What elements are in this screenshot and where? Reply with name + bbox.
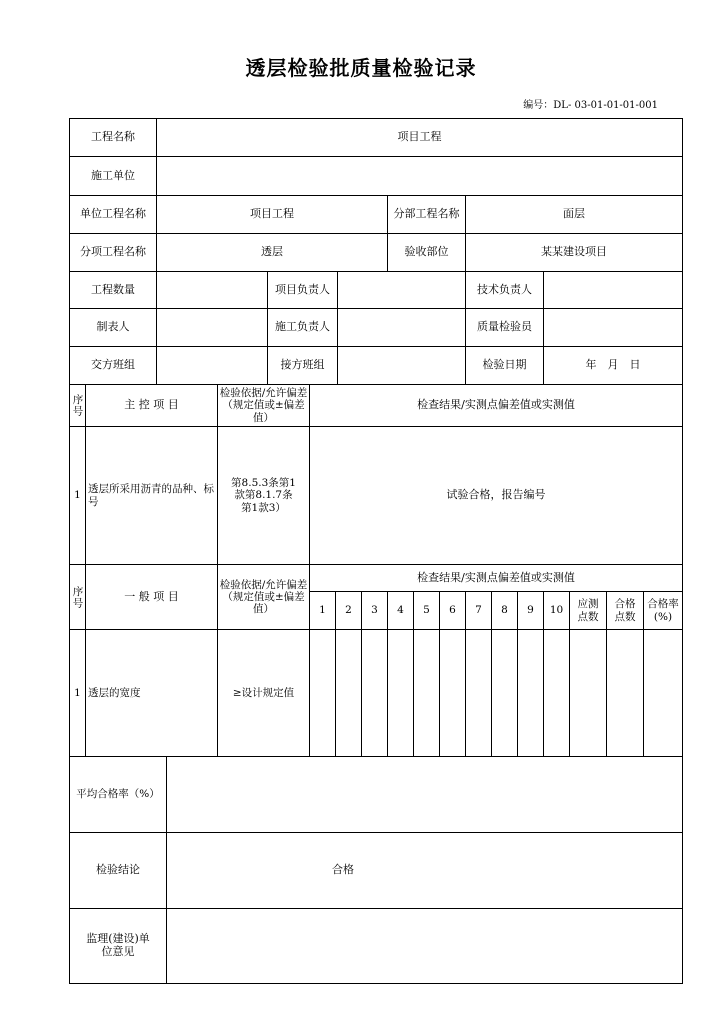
measure-cell-9[interactable]: [517, 629, 544, 757]
quantity-value[interactable]: [156, 271, 268, 309]
main-basis-header: 检验依据/允许偏差（规定值或±偏差值）: [217, 384, 310, 427]
average-pass-rate-label: 平均合格率（%）: [69, 756, 167, 833]
main-seq-header: 序号: [69, 384, 86, 427]
project-leader-label: 项目负责人: [267, 271, 338, 309]
main-row-item: 透层所采用沥青的品种、标号: [85, 426, 218, 565]
measure-cell-5[interactable]: [413, 629, 440, 757]
qualified-points-cell[interactable]: [606, 629, 644, 757]
preparer-value[interactable]: [156, 308, 268, 347]
pass-rate-header: 合格率(%): [643, 591, 683, 630]
conclusion-label: 检验结论: [69, 832, 167, 909]
construction-leader-value[interactable]: [337, 308, 466, 347]
document-title: 透层检验批质量检验记录: [245, 56, 477, 80]
point-header-10: 10: [543, 591, 570, 630]
inspection-date-label: 检验日期: [465, 346, 544, 385]
general-seq-header: 序号: [69, 564, 86, 630]
general-item-header: 一 般 项 目: [85, 564, 218, 630]
project-leader-value[interactable]: [337, 271, 466, 309]
main-row-basis: 第8.5.3条第1款第8.1.7条第1款3）: [217, 426, 310, 565]
document-number: 编号：DL- 03-01-01-01-001: [523, 100, 658, 111]
should-measure-cell[interactable]: [569, 629, 607, 757]
preparer-label: 制表人: [69, 308, 157, 347]
qualified-points-header: 合格点数: [606, 591, 644, 630]
project-name-value[interactable]: 项目工程: [156, 118, 683, 157]
quantity-label: 工程数量: [69, 271, 157, 309]
point-header-2: 2: [335, 591, 362, 630]
measure-cell-2[interactable]: [335, 629, 362, 757]
subitem-value[interactable]: 透层: [156, 233, 388, 272]
supervision-label: 监理(建设)单位意见: [69, 908, 167, 984]
main-result-header: 检查结果/实测点偏差值或实测值: [309, 384, 683, 427]
point-header-6: 6: [439, 591, 466, 630]
construction-unit-label: 施工单位: [69, 156, 157, 196]
general-row-item: 透层的宽度: [85, 629, 218, 757]
measure-cell-10[interactable]: [543, 629, 570, 757]
point-header-8: 8: [491, 591, 518, 630]
general-row-basis: ≥设计规定值: [217, 629, 310, 757]
receiving-team-label: 接方班组: [267, 346, 338, 385]
tech-leader-label: 技术负责人: [465, 271, 544, 309]
point-header-4: 4: [387, 591, 414, 630]
main-row-seq: 1: [69, 426, 86, 565]
main-row-result[interactable]: 试验合格，报告编号: [309, 426, 683, 565]
construction-leader-label: 施工负责人: [267, 308, 338, 347]
tech-leader-value[interactable]: [543, 271, 683, 309]
inspector-label: 质量检验员: [465, 308, 544, 347]
construction-unit-value[interactable]: [156, 156, 683, 196]
measure-cell-6[interactable]: [439, 629, 466, 757]
point-header-9: 9: [517, 591, 544, 630]
average-pass-rate-value[interactable]: [166, 756, 683, 833]
division-value[interactable]: 面层: [465, 195, 683, 234]
handover-team-label: 交方班组: [69, 346, 157, 385]
division-label: 分部工程名称: [387, 195, 466, 234]
handover-team-value[interactable]: [156, 346, 268, 385]
point-header-5: 5: [413, 591, 440, 630]
measure-cell-3[interactable]: [361, 629, 388, 757]
inspector-value[interactable]: [543, 308, 683, 347]
inspection-date-value[interactable]: 年 月 日: [543, 346, 683, 385]
unit-project-label: 单位工程名称: [69, 195, 157, 234]
measure-cell-7[interactable]: [465, 629, 492, 757]
general-basis-header: 检验依据/允许偏差（规定值或±偏差值）: [217, 564, 310, 630]
unit-project-value[interactable]: 项目工程: [156, 195, 388, 234]
acceptance-part-label: 验收部位: [387, 233, 466, 272]
main-item-header: 主 控 项 目: [85, 384, 218, 427]
acceptance-part-value[interactable]: 某某建设项目: [465, 233, 683, 272]
general-row-seq: 1: [69, 629, 86, 757]
project-name-label: 工程名称: [69, 118, 157, 157]
point-header-1: 1: [309, 591, 336, 630]
measure-cell-8[interactable]: [491, 629, 518, 757]
measure-cell-4[interactable]: [387, 629, 414, 757]
pass-rate-cell[interactable]: [643, 629, 683, 757]
measure-cell-1[interactable]: [309, 629, 336, 757]
point-header-3: 3: [361, 591, 388, 630]
supervision-value[interactable]: [166, 908, 683, 984]
conclusion-value[interactable]: 合格: [166, 832, 683, 909]
should-measure-header: 应测点数: [569, 591, 607, 630]
point-header-7: 7: [465, 591, 492, 630]
general-result-header: 检查结果/实测点偏差值或实测值: [309, 564, 683, 592]
receiving-team-value[interactable]: [337, 346, 466, 385]
subitem-label: 分项工程名称: [69, 233, 157, 272]
